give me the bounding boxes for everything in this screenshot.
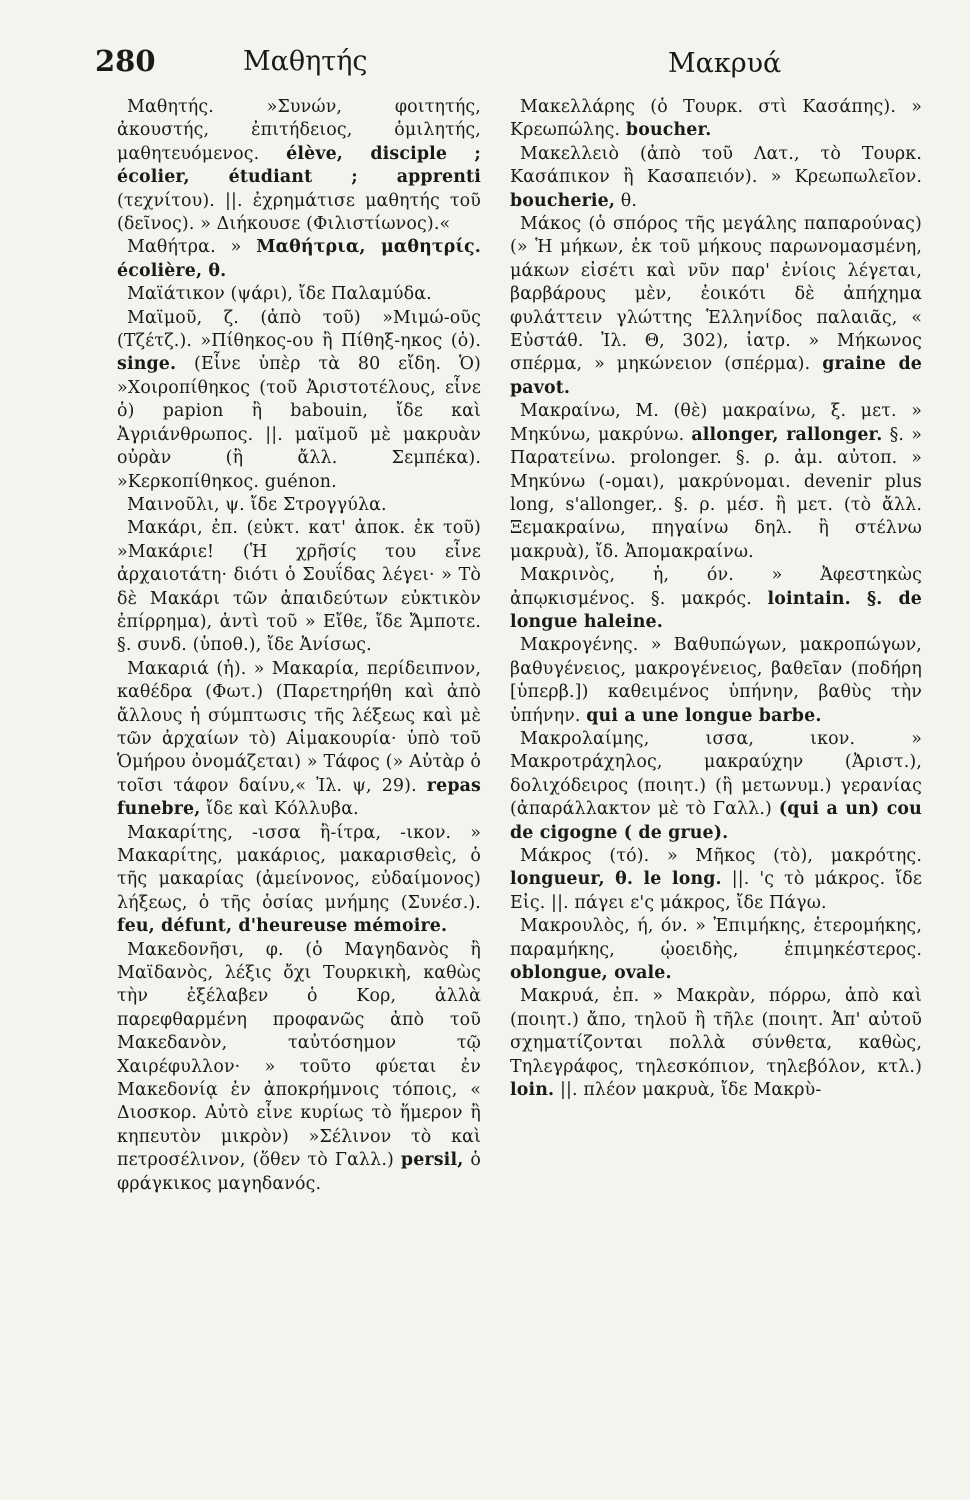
entry-tail: ||. 'ς τὸ μάκρος. ἴδε Εἰς. ||. πάγει ε'ς μάκρος, ἴδε Πάγω. [510, 869, 922, 913]
entry-french: persil, [400, 1150, 464, 1171]
entry-french: oblongue, ovale. [510, 963, 672, 984]
left-running-head: Μαθητής [243, 46, 368, 77]
dictionary-entry [117, 307, 481, 494]
entry-greek: Μακρυά, ἐπ. » Μακρὰν, πόρρω, ἀπὸ καὶ (ποιητ.) ἄπο, τηλοῦ ἢ τῆλε (ποιητ. Ἀπ' αὐτοῦ σχηματίζονται πολλὰ σύνθετα, καθὼς, Τηλεγράφος, τηλεσκόπιον, τηλεβόλον, κτλ.) [510, 986, 922, 1077]
entry-greek: Μακρολαίμης, ισσα, ικον. » Μακροτράχηλος, μακραύχην (Ἀριστ.), δολιχόδειρος (ποιητ.) (ἢ μετωνυμ.) γερανίας (ἀπαράλλακτον μὲ τὸ Γαλλ.) [510, 728, 922, 820]
dictionary-entry [510, 96, 922, 143]
entry-french: singe. [117, 354, 177, 375]
left-column [117, 96, 481, 1196]
entry-greek: Μακελλάρης (ὁ Τουρκ. στὶ Κασάπης). » Κρεωπώλης. [510, 97, 922, 141]
entry-french: qui a une longue barbe. [586, 705, 822, 726]
entry-french: loin. [510, 1080, 555, 1101]
entry-greek: Μακελλειὸ (ἀπὸ τοῦ Λατ., τὸ Τουρκ. Κασάπικον ἢ Κασαπειόν). » Κρεωπωλεῖον. [510, 143, 922, 188]
entry-tail: θ. [620, 190, 638, 211]
entry-greek: Μάκος (ὁ σπόρος τῆς μεγάλης παπαρούνας) (» Ἡ μήκων, ἐκ τοῦ μήκους παρωνομασμένη, μάκων εἰσέτι καὶ νῦν παρ' ἐνίοις λέγεται, βαρβάρους μὲν, ἐοικότι δὲ ἀπήχημα φυλάττειν γλώττης Ἑλληνίδος παλαιᾶς, « Εὐστάθ. Ἰλ. Θ, 302), ἰατρ. » Μήκωνος σπέρμα, » μηκώνειον (σπέρμα). [510, 214, 922, 375]
entry-french: élève, disciple ; écolier, étudiant ; apprenti [117, 143, 481, 188]
entry-tail: §. » Παρατείνω. prolonger. §. ρ. ἀμ. αὐτοπ. » Μηκύνω (-ομαι), μακρύνομαι. devenir plus long, s'allonger,. §. ρ. μέσ. ἢ μετ. (τὸ ἄλλ. Ξεμακραίνω, πηγαίνω δηλ. ἢ στέλνω μακρυὰ), ἴδ. Ἀπομακραίνω. [510, 424, 922, 562]
dictionary-entry [510, 400, 922, 564]
dictionary-entry [117, 658, 481, 822]
dictionary-entry [117, 96, 481, 236]
entry-french: repas funebre, [117, 775, 481, 820]
entry-greek: Μαινοῦλι, ψ. ἴδε Στρογγύλα. [127, 494, 387, 515]
dictionary-entry [510, 845, 922, 915]
entry-greek: Μακρινὸς, ἡ, όν. » Ἀφεστηκὼς ἀπῳκισμένος. §. μακρός. [510, 565, 922, 609]
entry-greek: Μαθητής. »Συνών, φοιτητής, ἀκουστής, ἐπιτήδειος, ὁμιλητής, μαθητευόμενος. [117, 97, 481, 164]
entry-greek: Μαϊμοῦ, ζ. (ἀπὸ τοῦ) »Μιμώ-οῦς (Τζέτζ.). »Πίθηκος-ου ἢ Πίθηξ-ηκος (ὁ). [117, 307, 481, 352]
entry-french: Μαθήτρια, μαθητρίς. écolière, θ. [117, 237, 481, 281]
entry-greek: Μακαρίτης, -ισσα ἢ-ίτρα, -ικον. » Μακαρίτης, μακάριος, μακαρισθεὶς, ὁ τῆς μακαρίας (ἀμείνονος, εὐδαίμονος) λήξεως, ὁ τῆς ὁσίας μνήμης (Συνέσ.). [117, 822, 481, 913]
dictionary-entry [510, 915, 922, 985]
entry-french: (qui a un) cou de cigogne ( de grue). [510, 799, 922, 843]
entry-tail: ὁ φράγκικος μαγηδανός. [117, 1150, 481, 1194]
entry-french: boucherie, [510, 190, 616, 211]
entry-french: longueur, θ. le long. [510, 869, 722, 890]
dictionary-entry [510, 985, 922, 1102]
dictionary-entry [117, 939, 481, 1196]
entry-greek: Μαθήτρα. » [127, 237, 242, 258]
entry-greek: Μακραίνω, Μ. (θὲ) μακραίνω, ξ. μετ. » Μηκύνω, μακρύνω. [510, 401, 922, 445]
dictionary-entry [117, 517, 481, 657]
entry-tail: ἴδε καὶ Κόλλυβα. [206, 799, 359, 820]
dictionary-entry [117, 494, 481, 517]
entry-greek: Μάκρος (τό). » Μῆκος (τὸ), μακρότης. [520, 846, 922, 866]
right-column [510, 96, 922, 1102]
right-running-head: Μακρυά [668, 48, 782, 79]
entry-french: feu, défunt, d'heureuse mémoire. [117, 916, 448, 937]
entry-greek: Μακρουλὸς, ή, όν. » Ἐπιμήκης, ἑτερομήκης, παραμήκης, ᾠοειδὴς, ἐπιμηκέστερος. [510, 916, 922, 960]
entry-tail: (Εἶνε ὑπὲρ τὰ 80 εἴδη. Ὁ) »Χοιροπίθηκος (τοῦ Ἀριστοτέλους, εἶνε ὁ) papion ἢ babouin, ἴδε καὶ Ἀγριάνθρωπος. ||. μαϊμοῦ μὲ μακρυὰν οὐρὰν (ἢ ἄλλ. Σεμπέκα). »Κερκοπίθηκος. guénon. [117, 354, 481, 492]
entry-greek: Μαϊάτικον (ψάρι), ἴδε Παλαμύδα. [127, 284, 432, 305]
dictionary-entry [510, 143, 922, 213]
entry-french: graine de pavot. [510, 354, 922, 398]
entry-french: boucher. [625, 120, 712, 141]
entry-greek: Μακεδονῆσι, φ. (ὁ Μαγηδανὸς ἢ Μαϊδανὸς, λέξις ὄχι Τουρκικὴ, καθὼς τὴν ἐξέλαβεν ὁ Κορ, ἀλλὰ παρεφθαρμένη προφανῶς ἀπὸ τοῦ Μακεδανὸν, ταὐτόσημον τῷ Χαιρέφυλλον· » τοῦτο φύεται ἐν Μακεδονίᾳ ἐν ἀποκρήμνοις τόποις, « Διοσκορ. Αὐτὸ εἶνε κυρίως τὸ ἥμερον ἢ κηπευτὸν μικρὸν) »Σέλινον τὸ καὶ πετροσέλινον, (ὅθεν τὸ Γαλλ.) [117, 939, 481, 1171]
dictionary-entry [117, 283, 481, 306]
page-header [0, 38, 970, 88]
entry-greek: Μακαριά (ἡ). » Μακαρία, περίδειπνον, καθέδρα (Φωτ.) (Παρετηρήθη καὶ ἀπὸ ἄλλους ἡ σύμπτωσις τῆς λέξεως καὶ μὲ τῶν ἀρχαίων τὸ) Αἱμακουρία· ὑπὸ τοῦ Ὁμήρου ὀνομάζεται) » Τάφος (» Αὐτὰρ ὁ τοῖσι τάφον δαίνυ,« Ἰλ. ψ, 29). [117, 658, 481, 796]
entry-french: lointain. §. de longue haleine. [510, 588, 922, 632]
entry-tail: (τεχνίτου). ||. ἐχρημάτισε μαθητής τοῦ (δεῖνος). » Διήκουσε (Φιλιστίωνος).« [117, 190, 481, 235]
page-number: 280 [95, 44, 156, 78]
dictionary-entry [510, 728, 922, 845]
dictionary-entry [510, 564, 922, 634]
entry-tail: ||. πλέον μακρυὰ, ἴδε Μακρὺ- [559, 1080, 822, 1101]
dictionary-entry [510, 634, 922, 728]
entry-greek: Μακρογένης. » Βαθυπώγων, μακροπώγων, βαθυγένειος, μακρογένειος, βαθεῖαν (ποδήρη [ὑπερβ.]) καθειμένος ὑπήνην, βαθὺς τὴν ὑπήνην. [510, 635, 922, 726]
entry-greek: Μακάρι, ἐπ. (εὐκτ. κατ' ἀποκ. ἐκ τοῦ) »Μακάριε! (Ἡ χρῆσίς του εἶνε ἀρχαιοτάτη· διότι ὁ Σουΐδας λέγει· » Τὸ δὲ Μακάρι τῶν ἀπαιδεύτων εὐκτικὸν ἐπίρρημα), ἀντὶ τοῦ » Εἴθε, ἴδε Ἄμποτε. §. συνδ. (ὑποθ.), ἴδε Ἀνίσως. [117, 518, 481, 656]
entry-french: allonger, rallonger. [691, 424, 883, 445]
dictionary-entry [510, 213, 922, 400]
dictionary-entry [117, 822, 481, 939]
dictionary-entry [117, 236, 481, 283]
